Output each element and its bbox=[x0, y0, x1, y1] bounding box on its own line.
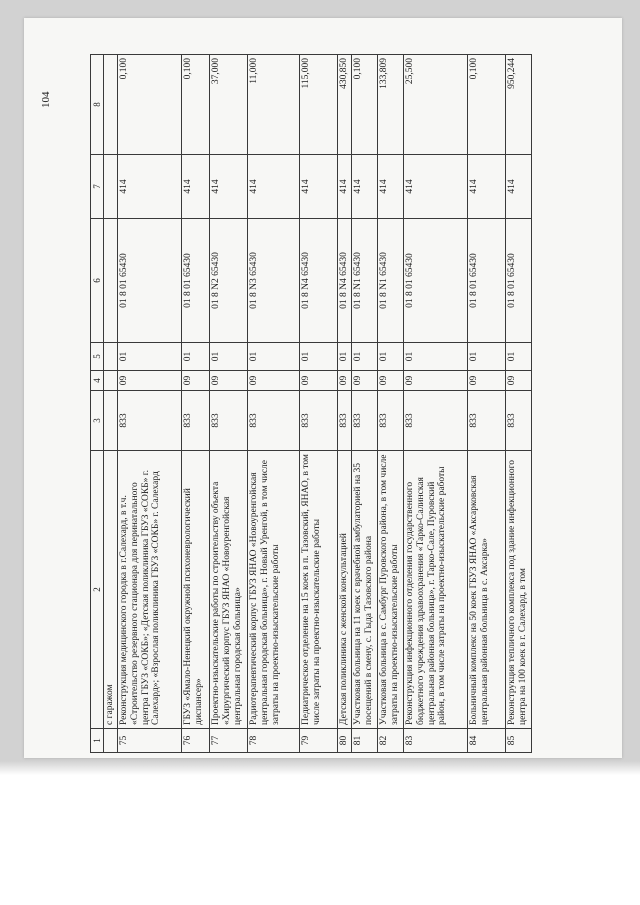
table-cell: 78 bbox=[248, 729, 300, 753]
table-cell: Детская поликлиника с женской консультацией bbox=[338, 451, 352, 729]
table-row bbox=[506, 55, 532, 753]
table-cell: Педиатрическое отделение на 15 коек в п. Тазовский, ЯНАО, в том числе затраты на проектно-изыскательские работы bbox=[300, 451, 338, 729]
table-cell: 01 8 01 65430 bbox=[468, 219, 506, 343]
table-cell: Участковая больница на 11 коек с врачебной амбулаторией на 35 посещений в смену, с. Гыда Тазовского района bbox=[352, 451, 378, 729]
table-cell: 414 bbox=[118, 155, 182, 219]
table-cell: 84 bbox=[468, 729, 506, 753]
document-page bbox=[24, 18, 622, 758]
table-cell: 01 bbox=[182, 343, 210, 371]
table-cell: 09 bbox=[506, 371, 532, 391]
table-cell: 25,500 bbox=[404, 55, 468, 155]
table-cell bbox=[104, 55, 118, 155]
table-cell: 414 bbox=[404, 155, 468, 219]
table-body bbox=[104, 55, 532, 753]
table-cell: 414 bbox=[352, 155, 378, 219]
table-cell: 09 bbox=[468, 371, 506, 391]
table-cell: 01 8 01 65430 bbox=[404, 219, 468, 343]
table-cell: 11,000 bbox=[248, 55, 300, 155]
table-cell: 950,244 bbox=[506, 55, 532, 155]
rotated-content bbox=[24, 18, 622, 758]
table-cell: Участковая больница в с. Самбург Пуровского района, в том числе затраты на проектно-изыскательские работы bbox=[378, 451, 404, 729]
table-cell: 01 bbox=[468, 343, 506, 371]
table-row bbox=[182, 55, 210, 753]
table-cell: 09 bbox=[248, 371, 300, 391]
table-cell: 09 bbox=[338, 371, 352, 391]
table-cell: 83 bbox=[404, 729, 468, 753]
table-cell: 01 bbox=[248, 343, 300, 371]
table-cell: 01 8 N1 65430 bbox=[378, 219, 404, 343]
table-cell: 414 bbox=[468, 155, 506, 219]
table-cell: 75 bbox=[118, 729, 182, 753]
table-cell: 01 8 N4 65430 bbox=[338, 219, 352, 343]
table-cell: 833 bbox=[338, 391, 352, 451]
table-cell: 85 bbox=[506, 729, 532, 753]
table-row bbox=[118, 55, 182, 753]
table-cell bbox=[104, 343, 118, 371]
table-cell bbox=[104, 155, 118, 219]
table-row bbox=[378, 55, 404, 753]
budget-table bbox=[90, 54, 532, 753]
table-cell: 414 bbox=[210, 155, 248, 219]
table-cell: 01 8 N2 65430 bbox=[210, 219, 248, 343]
table-cell: 414 bbox=[300, 155, 338, 219]
table-cell: 833 bbox=[378, 391, 404, 451]
table-cell: 833 bbox=[182, 391, 210, 451]
table-row bbox=[468, 55, 506, 753]
table-cell: 01 8 N4 65430 bbox=[300, 219, 338, 343]
table-cell: Радиотерапевтический корпус ГБУЗ ЯНАО «Новоуренгойская центральная городская больница», г. Новый Уренгой, в том числе затраты на проектно-изыскательские работы bbox=[248, 451, 300, 729]
table-row bbox=[352, 55, 378, 753]
table-cell: 09 bbox=[300, 371, 338, 391]
table-cell: 80 bbox=[338, 729, 352, 753]
table-cell: 833 bbox=[404, 391, 468, 451]
table-cell: 833 bbox=[210, 391, 248, 451]
table-cell: 01 bbox=[338, 343, 352, 371]
column-header: 4 bbox=[91, 371, 104, 391]
column-header: 3 bbox=[91, 391, 104, 451]
table-cell: ГБУЗ «Ямало-Ненецкий окружной психоневрологический диспансер» bbox=[182, 451, 210, 729]
table-cell: с гаражом bbox=[104, 451, 118, 729]
table-cell: 09 bbox=[210, 371, 248, 391]
table-cell: 133,809 bbox=[378, 55, 404, 155]
header-row bbox=[91, 55, 104, 753]
table-cell: Реконструкция медицинского городка в г.Салехард, в т.ч. «Строительство резервного стационара для перинатального центра ГБУЗ «СОКБ»; «Детская поликлиника ГБУЗ «СОКБ» г. Салехард»; «Взрослая поликлиника ГБУЗ «СОКБ» г. Салехард bbox=[118, 451, 182, 729]
table-cell: 79 bbox=[300, 729, 338, 753]
table-cell: 01 bbox=[300, 343, 338, 371]
table-cell bbox=[104, 391, 118, 451]
table-cell: 414 bbox=[506, 155, 532, 219]
table-cell: 01 bbox=[210, 343, 248, 371]
table-cell: 833 bbox=[506, 391, 532, 451]
table-cell: 01 8 01 65430 bbox=[118, 219, 182, 343]
table-cell: Реконструкция тепличного комплекса под здание инфекционного центра на 100 коек в г. Салехард, в том bbox=[506, 451, 532, 729]
table-cell: 833 bbox=[248, 391, 300, 451]
page-number: 104 bbox=[40, 91, 52, 108]
table-cell: 09 bbox=[378, 371, 404, 391]
table-cell: 01 8 N3 65430 bbox=[248, 219, 300, 343]
table-row bbox=[104, 55, 118, 753]
table-cell: 833 bbox=[118, 391, 182, 451]
table-cell: 0,100 bbox=[352, 55, 378, 155]
table-cell: 414 bbox=[378, 155, 404, 219]
table-cell: 01 8 N1 65430 bbox=[352, 219, 378, 343]
table-cell: 0,100 bbox=[468, 55, 506, 155]
table-cell: 0,100 bbox=[118, 55, 182, 155]
table-row bbox=[404, 55, 468, 753]
table-cell: 01 8 01 65430 bbox=[182, 219, 210, 343]
column-header: 8 bbox=[91, 55, 104, 155]
table-cell: Больничный комплекс на 50 коек ГБУЗ ЯНАО «Аксарковская центральная районная больница в с. Аксарка» bbox=[468, 451, 506, 729]
table-row bbox=[210, 55, 248, 753]
table-cell: 77 bbox=[210, 729, 248, 753]
table-cell bbox=[104, 371, 118, 391]
table-cell: 01 bbox=[118, 343, 182, 371]
table-cell: 01 8 01 65430 bbox=[506, 219, 532, 343]
table-cell: 76 bbox=[182, 729, 210, 753]
table-cell: Проектно-изыскательские работы по строительству объекта «Хирургический корпус ГБУЗ ЯНАО «Новоуренгойская центральная городская больница» bbox=[210, 451, 248, 729]
table-cell: 37,000 bbox=[210, 55, 248, 155]
table-cell: 833 bbox=[352, 391, 378, 451]
table-cell: 82 bbox=[378, 729, 404, 753]
table-cell: 09 bbox=[182, 371, 210, 391]
table-cell: 0,100 bbox=[182, 55, 210, 155]
table-cell: 01 bbox=[404, 343, 468, 371]
table-cell: 414 bbox=[248, 155, 300, 219]
table-cell: Реконструкция инфекционного отделения государственного бюджетного учреждения здравоохранения «Тарко-Салинская центральная районная больница», г. Тарко-Сале, Пуровский район, в том числе затраты на проектно-изыскательские работы bbox=[404, 451, 468, 729]
table-cell bbox=[104, 219, 118, 343]
table-cell: 09 bbox=[118, 371, 182, 391]
table-cell: 01 bbox=[506, 343, 532, 371]
table-cell: 09 bbox=[352, 371, 378, 391]
table-cell: 115,000 bbox=[300, 55, 338, 155]
table-cell: 81 bbox=[352, 729, 378, 753]
table-row bbox=[338, 55, 352, 753]
table-cell: 833 bbox=[300, 391, 338, 451]
column-header: 5 bbox=[91, 343, 104, 371]
table-cell: 09 bbox=[404, 371, 468, 391]
table-row bbox=[300, 55, 338, 753]
column-header: 7 bbox=[91, 155, 104, 219]
table-cell: 01 bbox=[378, 343, 404, 371]
table-cell: 414 bbox=[338, 155, 352, 219]
column-header: 6 bbox=[91, 219, 104, 343]
column-header: 1 bbox=[91, 729, 104, 753]
table-cell: 430,850 bbox=[338, 55, 352, 155]
table-cell: 833 bbox=[468, 391, 506, 451]
table-row bbox=[248, 55, 300, 753]
table-cell: 01 bbox=[352, 343, 378, 371]
table-cell bbox=[104, 729, 118, 753]
column-header: 2 bbox=[91, 451, 104, 729]
table-cell: 414 bbox=[182, 155, 210, 219]
